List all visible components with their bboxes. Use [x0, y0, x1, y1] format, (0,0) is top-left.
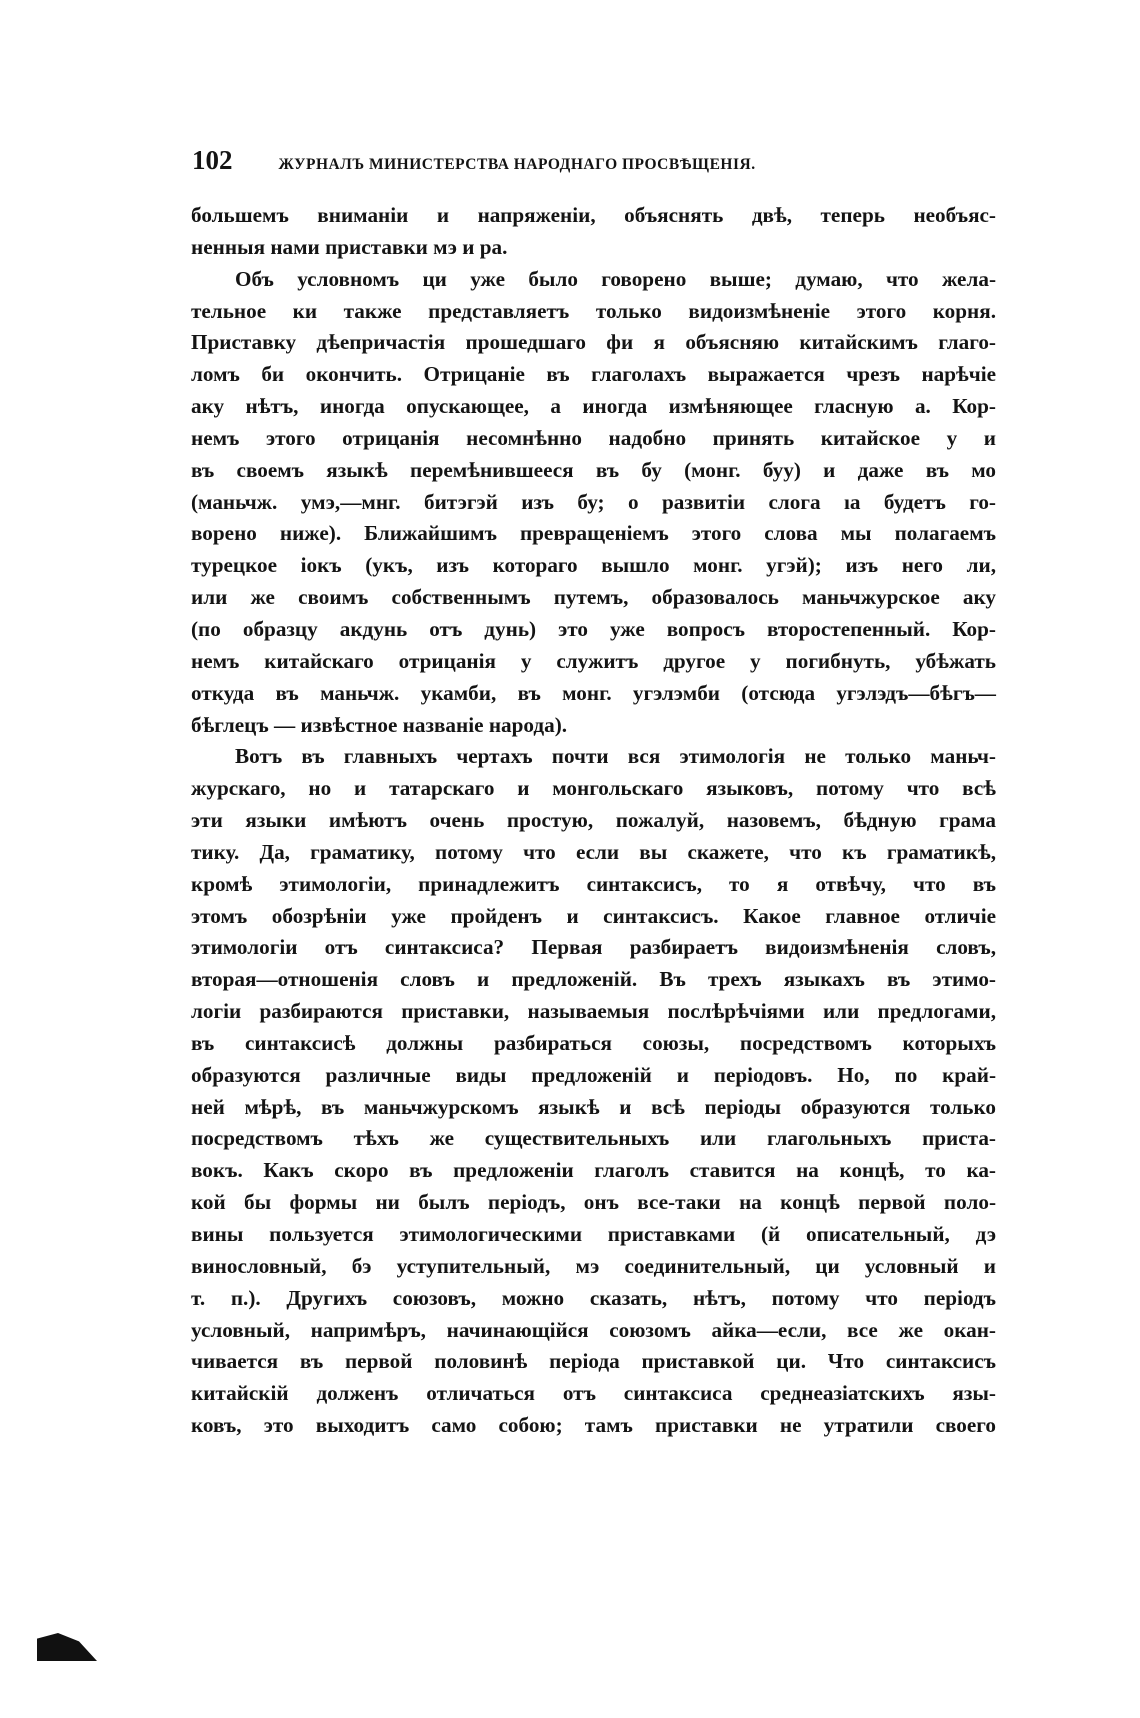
text-line: вторая—отношенія словъ и предложеній. Въ трехъ языкахъ въ этимо-: [191, 967, 996, 992]
text-line: ненныя нами приставки мэ и ра.: [191, 234, 508, 259]
text-line: аку нѣтъ, иногда опускающее, а иногда измѣняющее гласную а. Кор-: [191, 394, 996, 419]
text-line: ковъ, это выходитъ само собою; тамъ приставки не утратили своего: [191, 1413, 996, 1438]
scan-artifact: [37, 1633, 97, 1661]
text-line: кой бы формы ни былъ періодъ, онъ все-таки на концѣ первой поло-: [191, 1190, 996, 1215]
text-line: Объ условномъ ци уже было говорено выше; думаю, что жела-: [235, 266, 996, 291]
text-line: журскаго, но и татарскаго и монгольскаго языковъ, потому что всѣ: [191, 776, 996, 801]
text-line: ней мѣрѣ, въ маньчжурскомъ языкѣ и всѣ періоды образуются только: [191, 1094, 996, 1119]
text-line: Вотъ въ главныхъ чертахъ почти вся этимологія не только маньч-: [235, 744, 996, 769]
text-line: (маньчж. умэ,—мнг. битэгэй изъ бу; о развитіи слога ıа будетъ го-: [191, 489, 996, 514]
text-line: чивается въ первой половинѣ періода приставкой ци. Что синтаксисъ: [191, 1349, 996, 1374]
text-line: откуда въ маньчж. укамби, въ монг. угэлэмби (отсюда угэлэдъ—бѣгъ—: [191, 680, 996, 705]
text-line: ворено ниже). Ближайшимъ превращеніемъ этого слова мы полагаемъ: [191, 521, 996, 546]
text-line: тельное ки также представляетъ только видоизмѣненіе этого корня.: [191, 298, 996, 323]
text-line: посредствомъ тѣхъ же существительныхъ или глагольныхъ приста-: [191, 1126, 996, 1151]
text-body: [191, 200, 996, 1442]
text-line: большемъ вниманіи и напряженіи, объяснять двѣ, теперь необъяс-: [191, 203, 996, 227]
text-line: условный, напримѣръ, начинающійся союзомъ айка—если, все же окан-: [191, 1317, 996, 1342]
page-number: 102: [192, 145, 233, 175]
text-line: въ синтаксисѣ должны разбираться союзы, посредствомъ которыхъ: [191, 1030, 996, 1055]
text-line: логіи разбираются приставки, называемыя послѣрѣчіями или предлогами,: [191, 999, 996, 1024]
paragraph: [191, 264, 996, 742]
text-line: вины пользуется этимологическими приставками (й описательный, дэ: [191, 1222, 996, 1246]
text-line: Приставку дѣепричастія прошедшаго фи я объясняю китайскимъ глаго-: [191, 330, 996, 355]
text-line: немъ китайскаго отрицанія у служитъ другое у погибнуть, убѣжать: [191, 648, 996, 673]
text-line: т. п.). Другихъ союзовъ, можно сказать, нѣтъ, потому что періодъ: [191, 1285, 996, 1310]
text-line: кромѣ этимологіи, принадлежитъ синтаксисъ, то я отвѣчу, что въ: [191, 871, 996, 896]
text-line: или же своимъ собственнымъ путемъ, образовалось маньчжурское аку: [191, 585, 996, 610]
text-line: тику. Да, граматику, потому что если вы скажете, что къ граматикѣ,: [191, 839, 996, 864]
text-line: винословный, бэ уступительный, мэ соединительный, ци условный и: [191, 1253, 996, 1278]
page-header: [192, 145, 892, 176]
running-title: ЖУРНАЛЪ МИНИСТЕРСТВА НАРОДНАГО ПРОСВѢЩЕНІЯ.: [278, 156, 756, 173]
paragraph: [191, 200, 996, 264]
text-line: немъ этого отрицанія несомнѣнно надобно принять китайское у и: [191, 425, 996, 450]
text-line: этимологіи отъ синтаксиса? Первая разбираетъ видоизмѣненія словъ,: [191, 935, 996, 960]
text-line: вокъ. Какъ скоро въ предложеніи глаголъ ставится на концѣ, то ка-: [191, 1158, 996, 1183]
text-line: въ своемъ языкѣ перемѣнившееся въ бу (монг. буу) и даже въ мо: [191, 457, 996, 482]
text-line: китайскій долженъ отличаться отъ синтаксиса среднеазіатскихъ язы-: [191, 1381, 996, 1406]
text-line: эти языки имѣютъ очень простую, пожалуй, назовемъ, бѣдную грама: [191, 808, 996, 833]
paragraph: [191, 741, 996, 1442]
text-line: (по образцу акдунь отъ дунь) это уже вопросъ второстепенный. Кор-: [191, 616, 996, 641]
text-line: ломъ би окончить. Отрицаніе въ глаголахъ выражается чрезъ нарѣчіе: [191, 362, 996, 387]
text-line: образуются различные виды предложеній и періодовъ. Но, по край-: [191, 1062, 996, 1087]
text-line: турецкое іокъ (укъ, изъ котораго вышло монг. угэй); изъ него ли,: [191, 553, 996, 578]
text-line: этомъ обозрѣніи уже пройденъ и синтаксисъ. Какое главное отличіе: [191, 903, 996, 928]
text-line: бѣглецъ — извѣстное названіе народа).: [191, 712, 568, 737]
